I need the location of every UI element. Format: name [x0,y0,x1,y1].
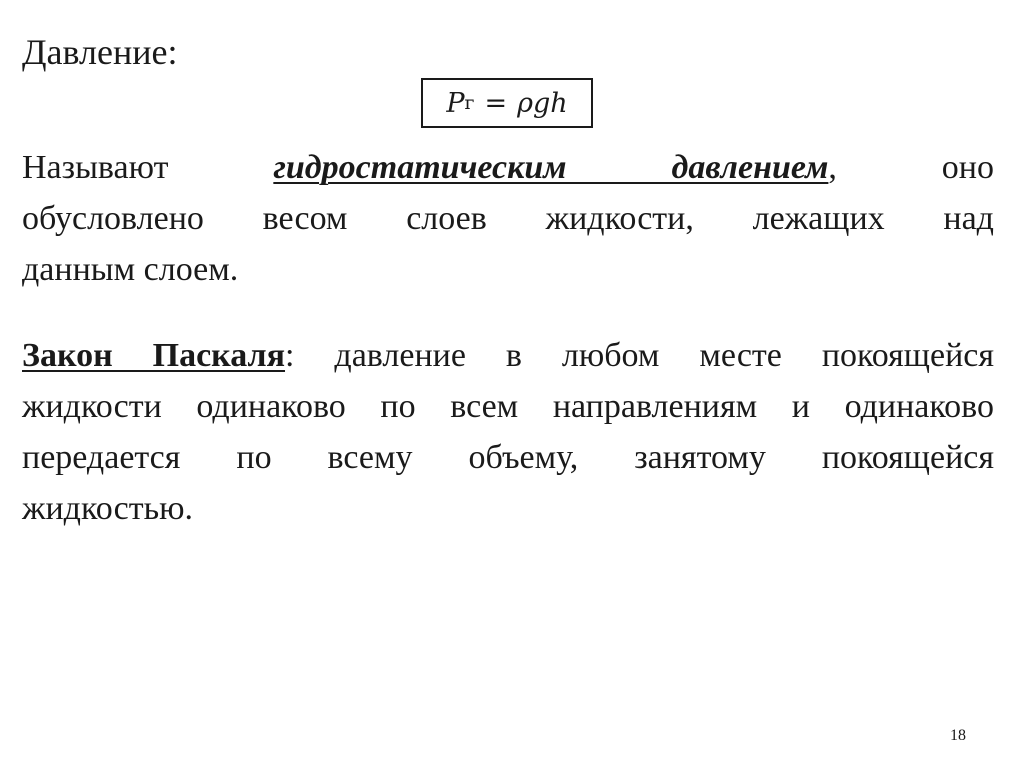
pascal-line-3: передается по всему объему, занятому покоящейся [22,439,994,476]
formula-lhs: P [446,87,465,119]
definition-paragraph [22,142,994,295]
slide-heading: Давление: [22,32,178,72]
hydrostatic-pressure-term: гидростатическим давлением [273,149,829,186]
formula-equals: = [484,87,508,119]
pascal-line-4: жидкостью. [22,490,193,527]
definition-line-1 [22,142,994,193]
pascal-law-title: Закон Паскаля [22,337,286,374]
definition-line-2: обусловлено весом слоев жидкости, лежащих над [22,200,994,237]
formula-lhs-subscript: г [464,92,475,114]
pascal-line-1 [22,330,994,381]
pascal-law-paragraph [22,330,994,534]
page-number: 18 [950,727,966,744]
pascal-line-2: жидкости одинаково по всем направлениям и одинаково [22,388,994,425]
pressure-formula [421,78,593,128]
definition-lead: Называют [22,149,169,186]
formula-rhs: ρgh [517,87,568,119]
definition-line-3: данным слоем. [22,251,239,288]
definition-after-term: , оно [828,149,995,186]
pascal-after-title: : давление в любом месте покоящейся [285,337,994,374]
